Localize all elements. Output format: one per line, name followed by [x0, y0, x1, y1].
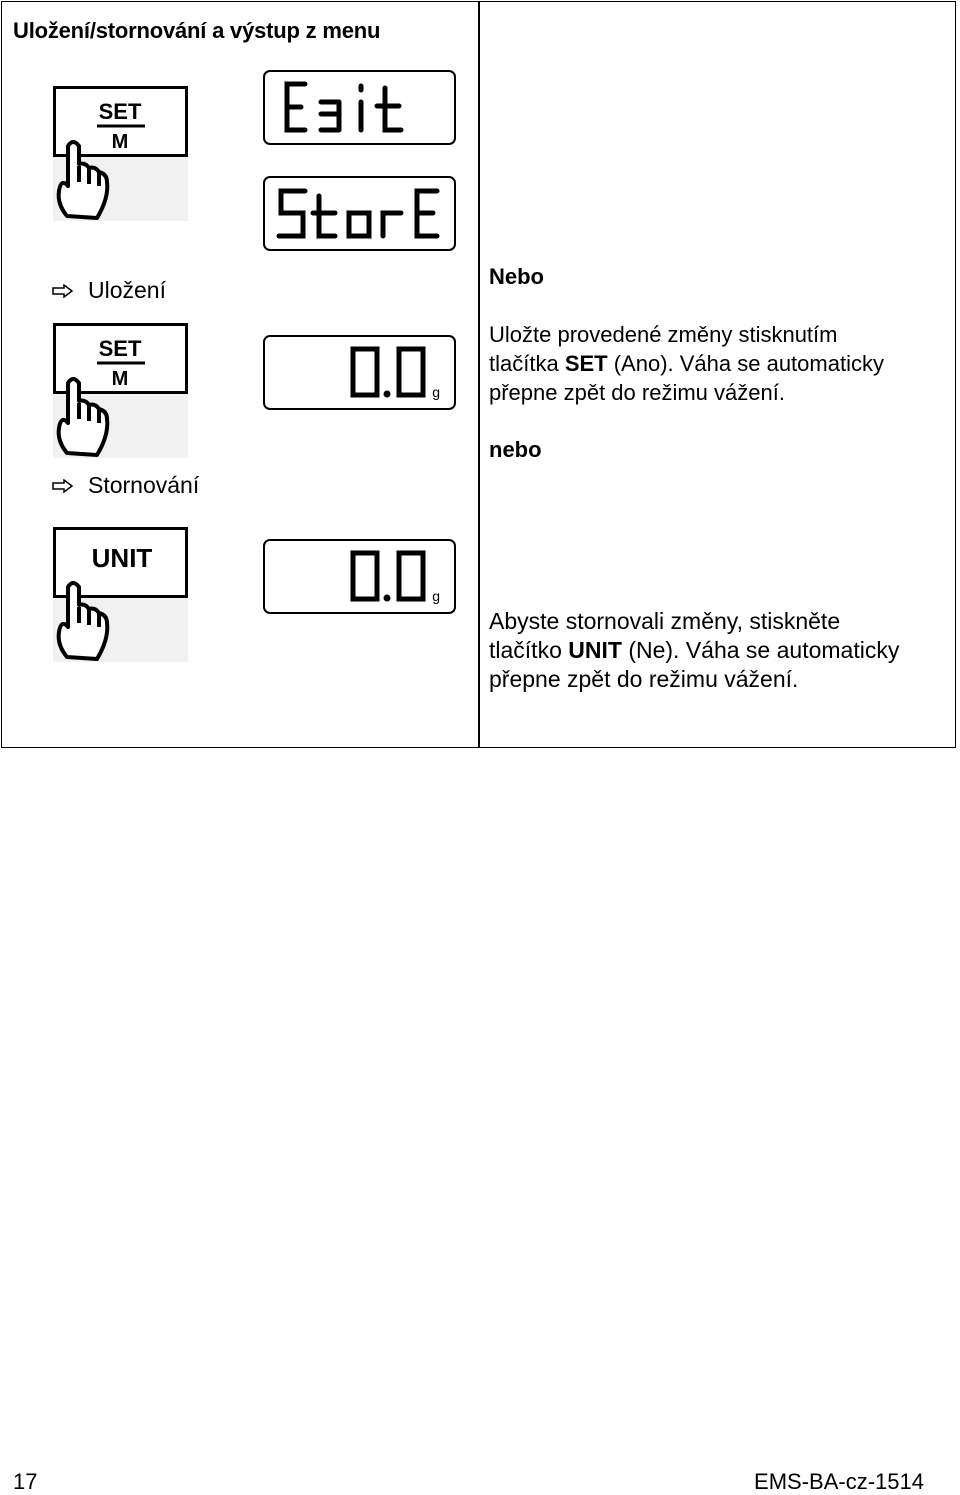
- save-text-2a: tlačítka: [489, 351, 565, 376]
- display-zero-1: [263, 335, 456, 410]
- unit-key-label: UNIT: [91, 543, 153, 573]
- save-text-line-3: přepne zpět do režimu vážení.: [489, 380, 785, 405]
- option-cancel-label: Stornování: [88, 472, 200, 498]
- option-cancel: [52, 472, 199, 499]
- set-key-illustration-2: [53, 323, 188, 458]
- unit-g-label: g: [432, 384, 440, 400]
- set-key-graphic: [53, 86, 188, 221]
- store-segment-text: [265, 178, 454, 249]
- save-key-ref: SET: [564, 351, 608, 376]
- unit-key-graphic: [53, 527, 188, 662]
- or-heading-2: nebo: [489, 437, 542, 462]
- unit-key-illustration: [53, 527, 188, 662]
- or-heading-1: Nebo: [489, 264, 544, 289]
- cancel-text-2a: tlačítko: [489, 637, 569, 663]
- hollow-arrow-icon: [52, 479, 74, 493]
- set-key-label: SET: [98, 99, 142, 124]
- cancel-text-line-2: [489, 636, 949, 665]
- m-key-label-2: M: [111, 368, 129, 390]
- set-key-graphic-2: [53, 323, 188, 458]
- save-text-line-2: [489, 349, 949, 378]
- unit-g-label-2: g: [432, 588, 440, 604]
- section-title: Uložení/stornování a výstup z menu: [13, 18, 381, 43]
- set-key-label-2: SET: [98, 336, 142, 361]
- document-id: EMS-BA-cz-1514: [754, 1469, 924, 1494]
- page-number: 17: [13, 1469, 38, 1494]
- set-key-illustration: [53, 86, 188, 221]
- display-store: [263, 176, 456, 251]
- cancel-text-2c: (Ne). Váha se automaticky: [621, 637, 900, 663]
- save-description: [489, 320, 949, 407]
- option-save-label: Uložení: [88, 277, 166, 303]
- exit-segment-text: [265, 72, 454, 143]
- display-zero-2: [263, 539, 456, 614]
- cancel-description: [489, 607, 949, 694]
- display-exit: [263, 70, 456, 145]
- option-save: [52, 277, 166, 304]
- cancel-text-line-3: přepne zpět do režimu vážení.: [489, 666, 799, 692]
- hollow-arrow-icon: [52, 284, 74, 298]
- instruction-table: [1, 1, 956, 748]
- save-text-line-1: Uložte provedené změny stisknutím: [489, 322, 838, 347]
- cancel-text-line-1: Abyste stornovali změny, stiskněte: [489, 608, 841, 634]
- save-text-2c: (Ano). Váha se automaticky: [607, 351, 884, 376]
- cancel-key-ref: UNIT: [568, 637, 622, 663]
- column-divider: [478, 2, 480, 747]
- m-key-label: M: [111, 131, 129, 153]
- zero-segment-text-2: [265, 541, 454, 612]
- zero-segment-text-1: [265, 337, 454, 408]
